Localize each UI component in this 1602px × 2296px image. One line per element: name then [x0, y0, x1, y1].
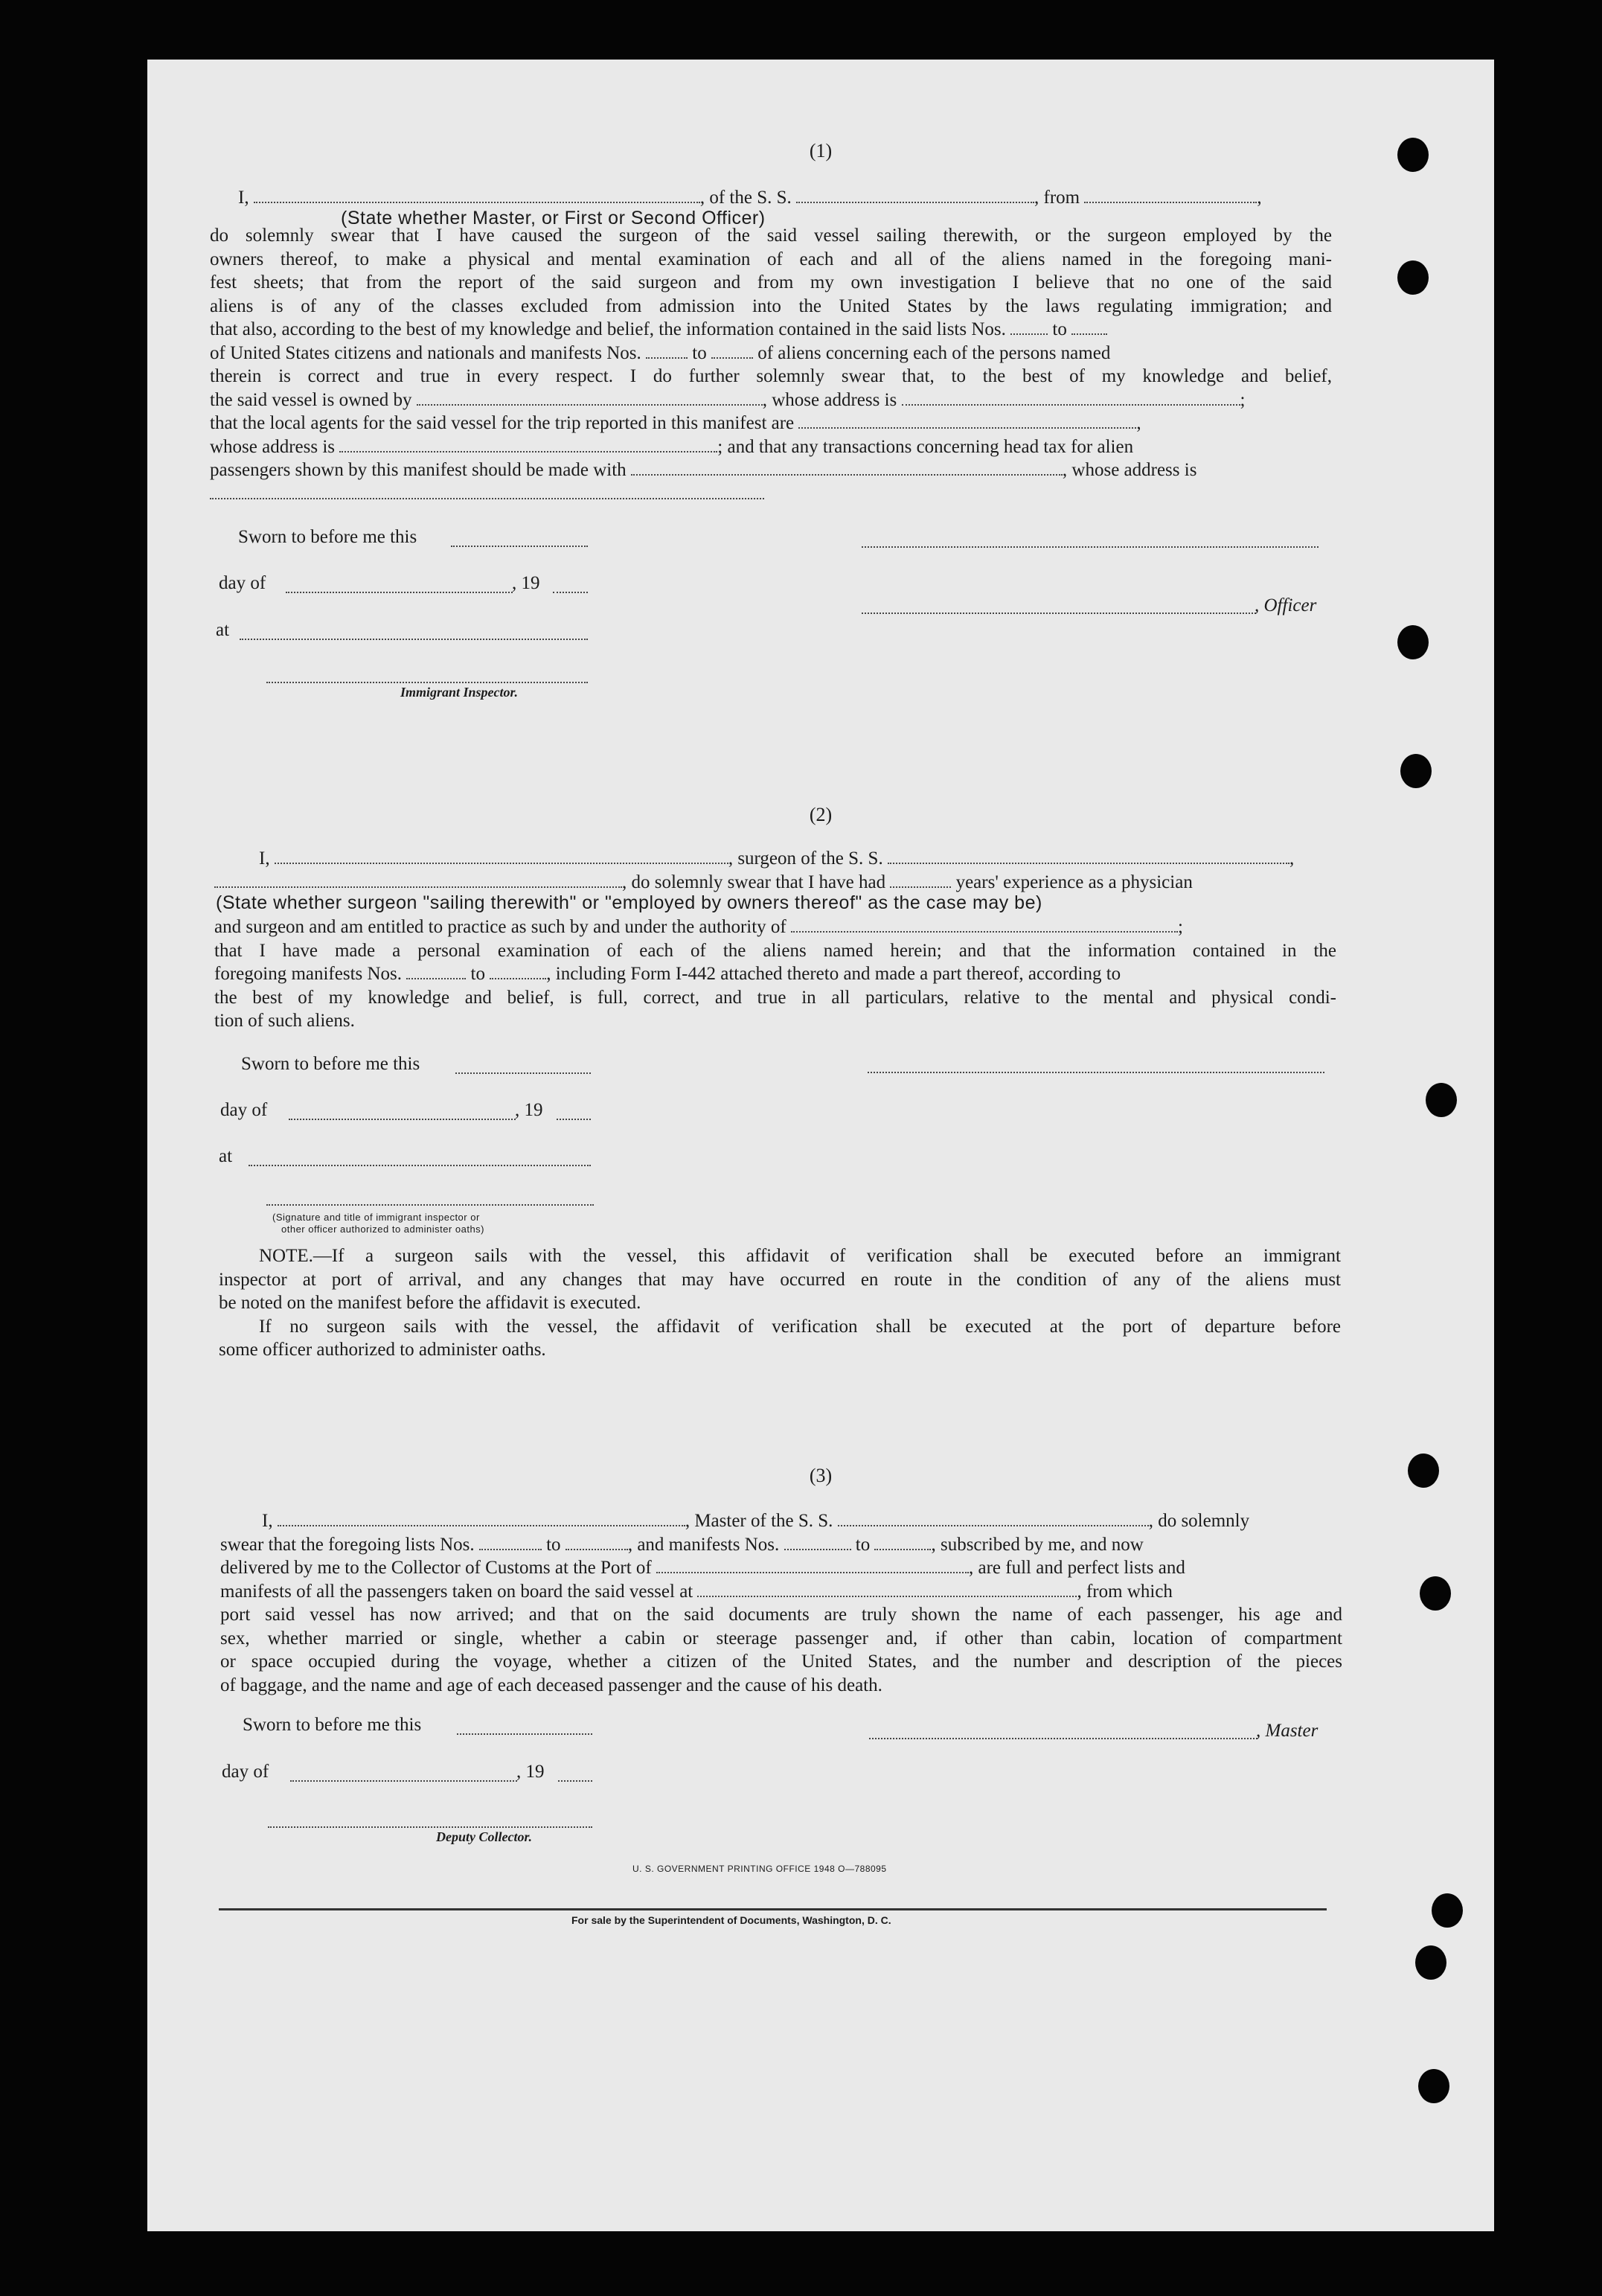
sale-notice: For sale by the Superintendent of Documents, Washington, D. C.	[571, 1914, 891, 1926]
s2-vessel-field[interactable]	[888, 849, 1289, 864]
s1-body-line: do solemnly swear that I have caused the surgeon of the said vessel sailing therewith, or the surgeon employed by the	[210, 226, 1332, 246]
s1-rank-hint: (State whether Master, or First or Second Officer)	[341, 208, 766, 228]
s1-agents-line: that the local agents for the said vessel for the trip reported in this manifest are ,	[210, 413, 1141, 433]
s3-sworn-label: Sworn to before me this	[243, 1715, 422, 1735]
s2-line2: , do solemnly swear that I have had years' experience as a physician	[214, 871, 1336, 895]
s3-manifest-to-field[interactable]	[874, 1535, 931, 1550]
s1-headtax-address-field[interactable]	[210, 485, 764, 499]
s2-inspector-signature[interactable]	[266, 1204, 594, 1206]
s3-day-label: day of	[222, 1762, 269, 1782]
s3-list-from-field[interactable]	[479, 1535, 542, 1550]
punch-hole	[1420, 1576, 1451, 1611]
s1-officer-signature-2[interactable]	[862, 613, 1256, 614]
s2-authority-field[interactable]	[791, 918, 1178, 933]
s2-status-hint: (State whether surgeon "sailing therewith" or "employed by owners thereof" as the case may be)	[216, 892, 1042, 913]
s1-at-label: at	[216, 620, 230, 640]
s2-surgeon-name-field[interactable]	[275, 849, 728, 864]
s2-at-label: at	[219, 1146, 233, 1166]
s1-officer-label: , Officer	[1255, 595, 1317, 615]
s3-list-to-field[interactable]	[565, 1535, 628, 1550]
s2-year-label: , 19	[515, 1100, 543, 1120]
s1-rank-field[interactable]	[254, 188, 700, 203]
s1-inspector-signature[interactable]	[266, 682, 588, 683]
s2-body-line: the best of my knowledge and belief, is full, correct, and true in all particulars, relative to the mental and physical condi-	[214, 987, 1336, 1008]
s2-sworn-label: Sworn to before me this	[241, 1054, 420, 1074]
punch-hole	[1408, 1454, 1439, 1488]
s1-agents-address-line: whose address is ; and that any transactions concerning head tax for alien	[210, 436, 1134, 457]
s2-line1: I, , surgeon of the S. S. ,	[259, 848, 1295, 869]
s1-body-line: aliens is of any of the classes excluded from admission into the United States by the laws regulating immigration; and	[210, 295, 1332, 316]
s3-line2: swear that the foregoing lists Nos. to , and manifests Nos. to , subscribed by me, and now	[220, 1534, 1144, 1555]
punch-hole	[1426, 1083, 1457, 1117]
s3-body-line: sex, whether married or single, whether a cabin or steerage passenger and, if other than cabin, location of compartment	[220, 1628, 1342, 1649]
section-2-body	[214, 915, 1336, 1033]
s1-manifests-line: of United States citizens and nationals and manifests Nos. to of aliens concerning each of the persons named	[210, 342, 1111, 363]
s3-year-label: , 19	[516, 1762, 545, 1782]
punch-hole	[1397, 260, 1429, 295]
s1-day-field[interactable]	[286, 592, 513, 593]
section-2-number: (2)	[809, 804, 833, 825]
s1-body-line: owners thereof, to make a physical and mental examination of each and all of the aliens named in the foregoing mani-	[210, 249, 1332, 269]
s3-port-field[interactable]	[656, 1558, 969, 1573]
s1-at-field[interactable]	[240, 639, 588, 640]
punch-hole	[1400, 754, 1432, 788]
section-3	[220, 1509, 1342, 1697]
s1-headtax-field[interactable]	[631, 461, 1063, 476]
s2-note-line: inspector at port of arrival, and any changes that may have occurred en route in the condition of any of the aliens must	[219, 1269, 1341, 1290]
s1-day-label: day of	[219, 573, 266, 593]
s3-collector-signature[interactable]	[268, 1826, 592, 1828]
manifest-page	[147, 60, 1494, 2231]
s2-sworn-field[interactable]	[455, 1072, 591, 1074]
s2-body-line: tion of such aliens.	[214, 1011, 355, 1031]
s1-sworn-label: Sworn to before me this	[238, 527, 417, 547]
section-1	[210, 186, 1332, 210]
s3-day-field[interactable]	[290, 1780, 517, 1782]
s1-line1: I, , of the S. S. , from ,	[238, 188, 1262, 208]
s2-day-label: day of	[220, 1100, 268, 1120]
footer-rule	[219, 1908, 1327, 1910]
s1-list-from-field[interactable]	[1010, 320, 1048, 335]
s2-manifest-to-field[interactable]	[490, 965, 546, 979]
s1-sworn-field[interactable]	[451, 546, 588, 547]
s1-body-line: fest sheets; that from the report of the said surgeon and from my own investigation I believe that no one of the said	[210, 272, 1332, 292]
s2-manifests-line: foregoing manifests Nos. to , including Form I-442 attached thereto and made a part thereof, according to	[214, 964, 1121, 984]
s2-years-field[interactable]	[890, 873, 951, 888]
s1-headtax-address-line	[210, 482, 1332, 506]
s1-owner-field[interactable]	[417, 391, 763, 406]
s2-note-line: some officer authorized to administer oaths.	[219, 1340, 546, 1360]
section-1-body	[210, 224, 1332, 505]
punch-hole	[1432, 1893, 1463, 1928]
s1-year-label: , 19	[512, 573, 540, 593]
s1-body-line: therein is correct and true in every respect. I do further solemnly swear that, to the best of my knowledge and belief,	[210, 366, 1332, 386]
s1-list-to-field[interactable]	[1071, 320, 1107, 335]
punch-hole	[1397, 138, 1429, 172]
section-3-number: (3)	[809, 1465, 833, 1486]
s3-line1: I, , Master of the S. S. , do solemnly	[262, 1511, 1250, 1531]
punch-hole	[1418, 2069, 1449, 2103]
s3-master-label: , Master	[1256, 1721, 1319, 1741]
s2-at-field[interactable]	[249, 1165, 591, 1166]
s1-manifest-to-field[interactable]	[711, 344, 753, 359]
punch-hole	[1415, 1945, 1446, 1980]
s2-authority-line: and surgeon and am entitled to practice as such by and under the authority of ;	[214, 917, 1183, 937]
s1-year-field[interactable]	[553, 592, 588, 593]
s1-officer-signature[interactable]	[862, 546, 1319, 548]
punch-hole	[1397, 625, 1429, 659]
s2-note-line: If no surgeon sails with the vessel, the affidavit of verification shall be executed at the port of departure before	[259, 1316, 1341, 1337]
s1-owner-line: the said vessel is owned by , whose address is ;	[210, 389, 1246, 410]
s3-boarding-port-field[interactable]	[697, 1582, 1077, 1597]
section-2-note	[219, 1244, 1341, 1362]
s1-agents-field[interactable]	[798, 414, 1136, 429]
s3-master-name-field[interactable]	[278, 1512, 685, 1526]
s2-year-field[interactable]	[557, 1119, 591, 1120]
s2-note-line: NOTE.—If a surgeon sails with the vessel, this affidavit of verification shall be executed before an immigrant	[259, 1246, 1341, 1266]
s3-body-line: or space occupied during the voyage, whether a citizen of the United States, and the number and description of the pieces	[220, 1651, 1342, 1672]
s2-body-line: that I have made a personal examination of each of the aliens named herein; and that the information contained in the	[214, 940, 1336, 961]
s3-sworn-field[interactable]	[457, 1733, 592, 1735]
gpo-imprint: U. S. GOVERNMENT PRINTING OFFICE 1948 O—788095	[632, 1864, 887, 1874]
s1-owner-address-field[interactable]	[902, 391, 1240, 406]
s1-vessel-field[interactable]	[796, 188, 1034, 203]
s2-note-line: be noted on the manifest before the affidavit is executed.	[219, 1293, 641, 1313]
s1-from-field[interactable]	[1084, 188, 1257, 203]
s1-headtax-line: passengers shown by this manifest should be made with , whose address is	[210, 460, 1197, 480]
s3-vessel-field[interactable]	[838, 1512, 1149, 1526]
section-1-number: (1)	[809, 140, 833, 162]
s3-line3: delivered by me to the Collector of Customs at the Port of , are full and perfect lists and	[220, 1558, 1185, 1578]
s2-signature-caption-2: other officer authorized to administer oaths)	[281, 1224, 485, 1235]
s1-agents-address-field[interactable]	[339, 438, 717, 453]
s3-line4: manifests of all the passengers taken on board the said vessel at , from which	[220, 1581, 1173, 1602]
s3-master-signature[interactable]	[869, 1738, 1257, 1739]
s1-manifest-from-field[interactable]	[646, 344, 688, 359]
s3-body-line: of baggage, and the name and age of each deceased passenger and the cause of his death.	[220, 1675, 882, 1695]
s3-manifest-from-field[interactable]	[784, 1535, 851, 1550]
s2-day-field[interactable]	[289, 1119, 516, 1120]
s1-lists-line: that also, according to the best of my knowledge and belief, the information contained in the said lists Nos. to	[210, 318, 1332, 342]
s2-surgeon-signature[interactable]	[868, 1072, 1324, 1073]
s3-collector-caption: Deputy Collector.	[436, 1829, 532, 1844]
s3-body-line: port said vessel has now arrived; and that on the said documents are truly shown the name of each passenger, his age and	[220, 1605, 1342, 1625]
s1-inspector-caption: Immigrant Inspector.	[400, 685, 519, 700]
s2-manifest-from-field[interactable]	[406, 965, 466, 979]
section-2	[214, 847, 1336, 894]
s2-signature-caption-1: (Signature and title of immigrant inspector or	[272, 1212, 480, 1223]
s3-year-field[interactable]	[558, 1780, 592, 1782]
s2-surgeon-status-field[interactable]	[214, 873, 622, 888]
